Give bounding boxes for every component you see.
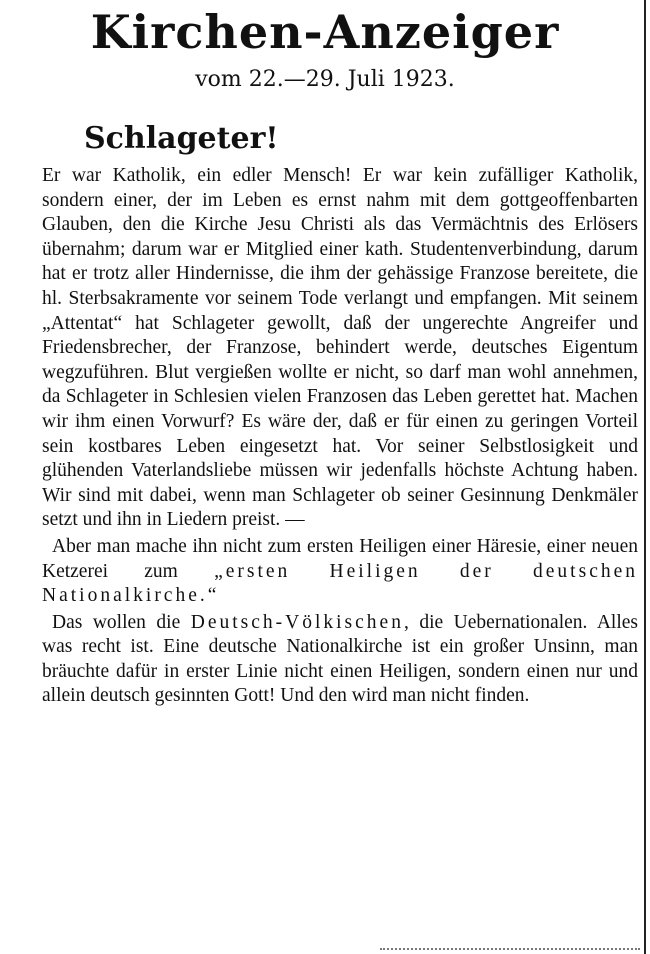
paragraph-2-text: Aber man mache ihn nicht zum ersten Heiligen einer Häresie, einer neuen Ketzerei zum (42, 535, 638, 582)
masthead-title: Kirchen-Anzeiger (90, 5, 560, 59)
issue-date: vom 22.—29. Juli 1923. (195, 67, 455, 92)
paragraph-2 (42, 535, 638, 609)
paragraph-3 (42, 611, 638, 709)
article-title: Schlageter! (84, 121, 279, 156)
cropped-next-line (380, 948, 640, 953)
paragraph-2-emphasis: „ersten Heiligen der deutschen Nationalkirche.“ (42, 560, 639, 607)
article-body (42, 164, 638, 709)
paragraph-3-emphasis: Deutsch-Völkischen (190, 611, 404, 633)
paragraph-3-rest: , die Uebernationalen. Alles was recht ist. Eine deutsche Nationalkirche ist ein großer Unsinn, man bräuchte dafür in erster Linie nicht einen Heiligen, sondern einen nur und allein deutsch gesinnten Gott! Und den wird man nicht finden. (42, 611, 638, 707)
paragraph-1: Er war Katholik, ein edler Mensch! Er war kein zufälliger Katholik, sondern einer, der im Leben es ernst nahm mit dem gottgeoffenbarten Glauben, den die Kirche Jesu Christi als das Vermächtnis des Erlösers übernahm; darum war er Mitglied einer kath. Studentenverbindung, darum hat er trotz aller Hindernisse, die ihm der gehässige Franzose bereitete, die hl. Sterbsakramente vor seinem Tode verlangt und empfangen. Mit seinem „Attentat“ hat Schlageter gewollt, daß der ungerechte Angreifer und Friedensbrecher, der Franzose, behindert werde, deutsches Eigentum wegzuführen. Blut vergießen wollte er nicht, so darf man wohl annehmen, da Schlageter in Schlesien vielen Franzosen das Leben gerettet hat. Machen wir ihm einen Vorwurf? Es wäre der, daß er für einen zu geringen Vorteil sein kostbares Leben eingesetzt hat. Vor seiner Selbstlosigkeit und glühenden Vaterlandsliebe müssen wir jedenfalls höchste Achtung haben. Wir sind mit dabei, wenn man Schlageter ob seiner Gesinnung Denkmäler setzt und ihn in Liedern preist. — (42, 165, 638, 531)
paragraph-3-text: Das wollen die (52, 611, 191, 633)
column-rule (644, 0, 646, 954)
